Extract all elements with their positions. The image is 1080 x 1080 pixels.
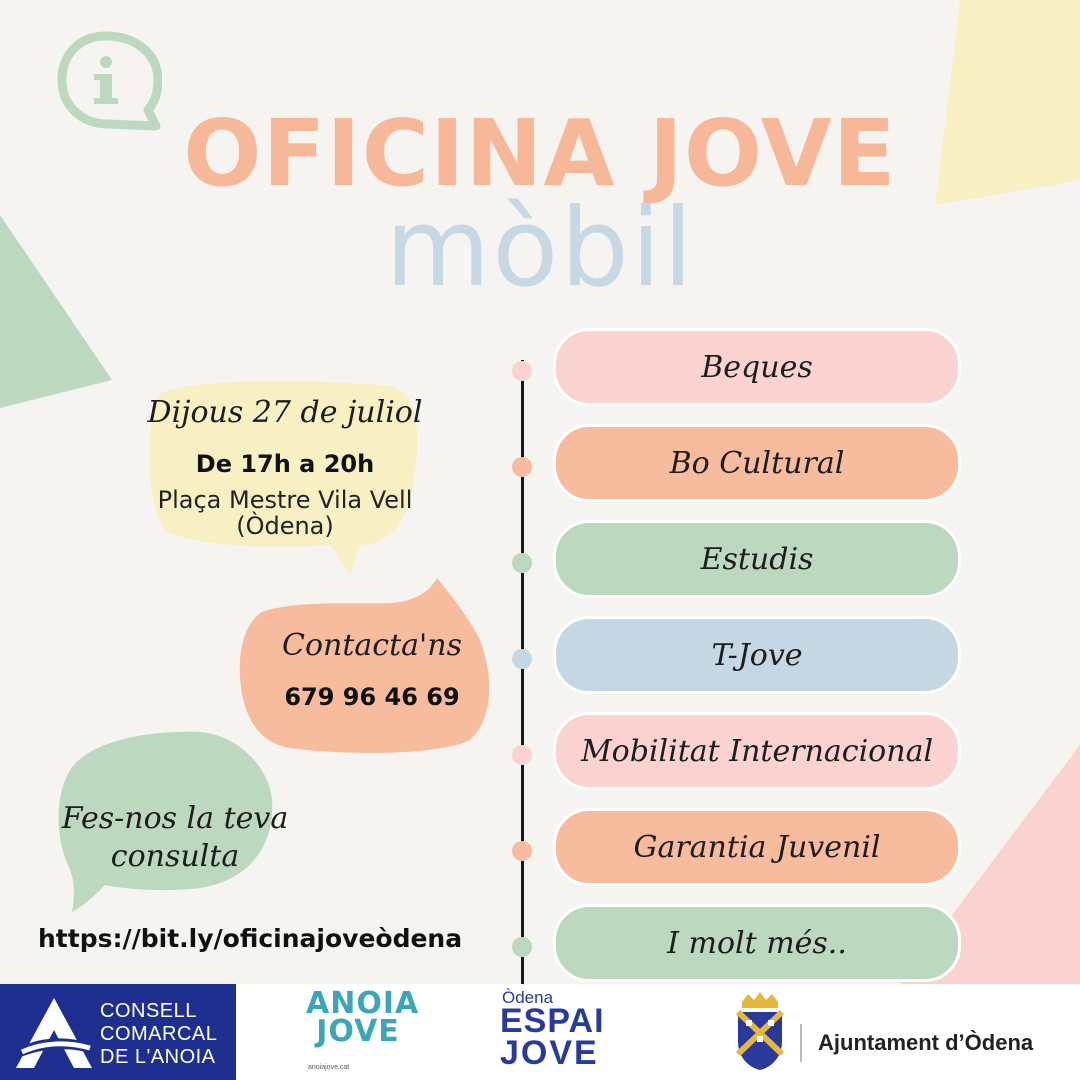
consell-line2: COMARCAL bbox=[100, 1023, 218, 1045]
timeline-dot bbox=[512, 841, 532, 861]
ajuntament-name: Ajuntament d’Òdena bbox=[818, 1030, 1034, 1055]
espai-jove-town: Òdena bbox=[502, 988, 554, 1007]
timeline-dot bbox=[512, 745, 532, 765]
topic-pill: Estudis bbox=[553, 520, 961, 598]
espai-jove-line2: JOVE bbox=[500, 1034, 599, 1072]
consell-comarcal-a-icon bbox=[12, 996, 96, 1070]
contact-label: Contacta'ns bbox=[282, 628, 462, 663]
consell-line3: DE L'ANOIA bbox=[100, 1046, 216, 1068]
topic-pill: Bo Cultural bbox=[553, 424, 961, 502]
topic-pill: T-Jove bbox=[553, 616, 961, 694]
topic-pill: Garantia Juvenil bbox=[553, 808, 961, 886]
anoia-line2: JOVE bbox=[316, 1014, 400, 1049]
consult-line1: Fes-nos la teva bbox=[61, 801, 289, 836]
timeline-dot bbox=[512, 649, 532, 669]
contact-phone[interactable]: 679 96 46 69 bbox=[284, 683, 460, 711]
event-place-line1: Plaça Mestre Vila Vell bbox=[157, 486, 413, 514]
timeline-dot bbox=[512, 361, 532, 381]
event-place bbox=[120, 487, 450, 539]
espai-jove-line1: ESPAI bbox=[500, 1002, 605, 1040]
consult-url-link[interactable]: https://bit.ly/oficinajoveòdena bbox=[38, 924, 463, 953]
consell-comarcal-text bbox=[100, 1000, 217, 1069]
anoia-line1: ANOIA bbox=[306, 986, 420, 1021]
timeline-dot bbox=[512, 457, 532, 477]
timeline-dot bbox=[512, 553, 532, 573]
peach-speech-bubble bbox=[240, 578, 490, 753]
consell-line1: CONSELL bbox=[100, 1000, 197, 1022]
ajuntament-shield-icon bbox=[734, 992, 786, 1072]
title-mobil: mòbil bbox=[385, 186, 695, 311]
event-place-line2: (Òdena) bbox=[236, 512, 334, 540]
topic-pill: Beques bbox=[553, 328, 961, 406]
timeline-dot bbox=[512, 937, 532, 957]
consult-text bbox=[30, 800, 320, 876]
anoia-jove-url: anoiajove.cat bbox=[308, 1064, 350, 1071]
ajuntament-divider bbox=[800, 1024, 802, 1062]
topic-pill: I molt més.. bbox=[553, 904, 961, 982]
event-date: Dijous 27 de juliol bbox=[147, 395, 423, 430]
anoia-jove-logo bbox=[306, 986, 420, 1049]
timeline-line bbox=[521, 360, 524, 988]
event-time: De 17h a 20h bbox=[195, 450, 375, 478]
topic-pill: Mobilitat Internacional bbox=[553, 712, 961, 790]
title-oficina-jove: OFICINA JOVE bbox=[183, 100, 897, 207]
consult-line2: consulta bbox=[110, 839, 240, 874]
